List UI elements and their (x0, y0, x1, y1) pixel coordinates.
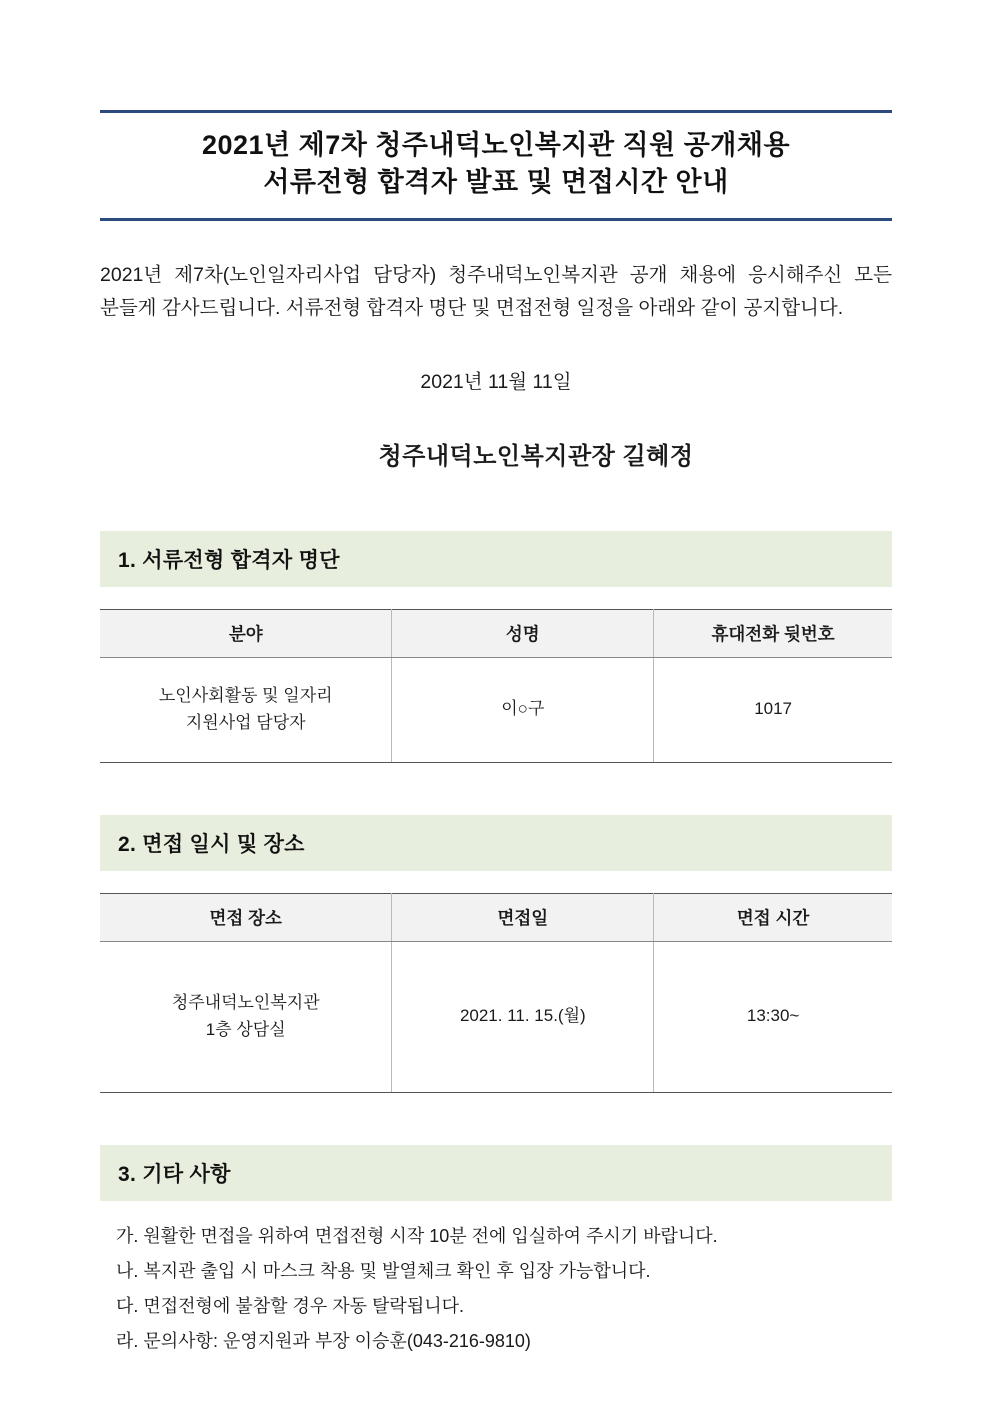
list-item: 다. 면접전형에 불참할 경우 자동 탈락됩니다. (116, 1295, 464, 1316)
intro-paragraph: 2021년 제7차(노인일자리사업 담당자) 청주내덕노인복지관 공개 채용에 응시해주신 모든 분들게 감사드립니다. 서류전형 합격자 명단 및 면접전형 일정을 아래와 같이 공지합니다. (100, 263, 892, 320)
cell-place-line-1: 청주내덕노인복지관 (171, 993, 320, 1013)
page-title-line-1: 2021년 제7차 청주내덕노인복지관 직원 공개채용 (201, 130, 791, 160)
list-item: 나. 복지관 출입 시 마스크 착용 및 발열체크 확인 후 입장 가능합니다. (116, 1260, 651, 1281)
section-heading-3: 3. 기타 사항 (100, 1145, 892, 1201)
column-header-time: 면접 시간 (654, 893, 892, 941)
column-header-date: 면접일 (392, 893, 654, 941)
list-item: 가. 원활한 면접을 위하여 면접전형 시작 10분 전에 입실하여 주시기 바랍니다. (116, 1225, 718, 1246)
column-header-field: 분야 (100, 609, 392, 657)
issue-date: 2021년 11월 11일 (420, 370, 572, 393)
column-header-phone: 휴대전화 뒷번호 (654, 609, 892, 657)
cell-name: 이○구 (392, 657, 654, 762)
list-item: 라. 문의사항: 운영지원과 부장 이승훈(043-216-9810) (116, 1330, 531, 1351)
document-title-block (100, 110, 892, 221)
cell-field-line-1: 노인사회활동 및 일자리 (158, 686, 333, 706)
column-header-place: 면접 장소 (100, 893, 392, 941)
notes-list (100, 1219, 892, 1359)
cell-field-line-2: 지원사업 담당자 (185, 712, 306, 732)
page-title-line-2: 서류전형 합격자 발표 및 면접시간 안내 (263, 167, 729, 198)
column-header-name: 성명 (392, 609, 654, 657)
cell-interview-date: 2021. 11. 15.(월) (392, 941, 654, 1092)
cell-phone-tail: 1017 (654, 657, 892, 762)
table-row (100, 941, 892, 1092)
cell-field (100, 657, 392, 762)
interview-schedule-table (100, 893, 892, 1093)
section-heading-2: 2. 면접 일시 및 장소 (100, 815, 892, 871)
issuer-signature: 청주내덕노인복지관장 길혜정 (378, 442, 694, 470)
table-header-row (100, 609, 892, 657)
cell-place (100, 941, 392, 1092)
cell-interview-time: 13:30~ (654, 941, 892, 1092)
cell-place-line-2: 1층 상담실 (205, 1019, 286, 1039)
section-heading-1: 1. 서류전형 합격자 명단 (100, 531, 892, 587)
passed-applicants-table (100, 609, 892, 763)
table-header-row (100, 893, 892, 941)
table-row (100, 657, 892, 762)
